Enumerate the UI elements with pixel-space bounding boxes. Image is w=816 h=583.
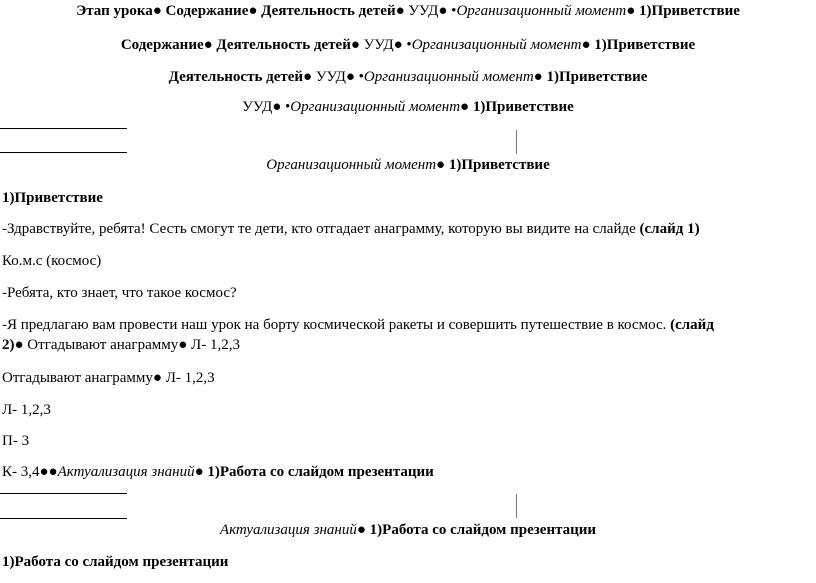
slide-ref: (слайд xyxy=(670,317,714,333)
paragraph-rest: ● Отгадывают анаграмму● Л- 1,2,3 xyxy=(14,337,240,353)
slide-ref: (слайд 1) xyxy=(639,221,700,237)
anagram-text: Ко.м.с (космос) xyxy=(2,253,102,269)
question-line xyxy=(2,284,237,302)
separator-rule xyxy=(0,493,127,494)
heading-greeting xyxy=(2,189,103,207)
p-text: П- 3 xyxy=(2,433,30,449)
header-bold-end: ● 1)Приветствие xyxy=(581,37,696,53)
header-italic: Организационный момент xyxy=(363,69,534,85)
slide-ref-cont: 2) xyxy=(2,337,15,353)
header-line-2 xyxy=(0,36,816,54)
header-bold-end: ● 1)Приветствие xyxy=(626,3,740,19)
section-italic: Организационный момент xyxy=(266,157,437,173)
header-plain: УУД● • xyxy=(408,3,457,19)
k-italic: Актуализация знаний xyxy=(57,464,195,480)
separator-rule xyxy=(0,152,127,153)
paragraph-trip-cont xyxy=(2,336,240,354)
separator-rule xyxy=(0,518,127,519)
p-line xyxy=(2,432,29,450)
guess-text: Отгадывают анаграмму● Л- 1,2,3 xyxy=(2,370,215,386)
header-bold-end: ● 1)Приветствие xyxy=(533,69,648,85)
paragraph-trip xyxy=(2,316,714,334)
heading-text: 1)Приветствие xyxy=(2,190,103,206)
question-text: -Ребята, кто знает, что такое космос? xyxy=(2,285,237,301)
header-plain: УУД● • xyxy=(242,99,291,115)
header-line-4 xyxy=(0,98,816,116)
header-line-3 xyxy=(0,68,816,86)
l-line xyxy=(2,401,51,419)
header-line-1 xyxy=(0,2,816,20)
k-text: К- 3,4●● xyxy=(2,464,58,480)
anagram-line xyxy=(2,252,101,270)
l-text: Л- 1,2,3 xyxy=(2,402,51,418)
paragraph-greeting xyxy=(2,220,700,238)
header-bold: Этап урока● Содержание● Деятельность детей● xyxy=(76,3,409,19)
section-title-1 xyxy=(0,156,816,174)
separator-rule xyxy=(0,128,127,129)
header-bold: Содержание● Деятельность детей● xyxy=(120,37,364,53)
header-bold-end: ● 1)Приветствие xyxy=(460,99,574,115)
header-bold: Деятельность детей● xyxy=(168,69,316,85)
section-bold: ● 1)Работа со слайдом презентации xyxy=(356,522,597,538)
header-plain: УУД● • xyxy=(315,69,364,85)
vertical-marker xyxy=(516,494,517,518)
section-bold: ● 1)Приветствие xyxy=(436,157,550,173)
paragraph-text: -Я предлагаю вам провести наш урок на борту космической ракеты и совершить путешествие в космос. xyxy=(2,317,671,333)
k-line xyxy=(2,463,434,481)
vertical-marker xyxy=(516,130,517,154)
heading-text: 1)Работа со слайдом презентации xyxy=(2,554,229,570)
section-italic: Актуализация знаний xyxy=(219,522,357,538)
k-bold: ● 1)Работа со слайдом презентации xyxy=(194,464,434,480)
heading-slide-work xyxy=(2,553,228,571)
header-italic: Организационный момент xyxy=(290,99,461,115)
header-italic: Организационный момент xyxy=(456,3,627,19)
header-italic: Организационный момент xyxy=(411,37,582,53)
header-plain: УУД● • xyxy=(363,37,412,53)
section-title-2 xyxy=(0,521,816,539)
guess-line xyxy=(2,369,215,387)
paragraph-text: -Здравствуйте, ребята! Сесть смогут те дети, кто отгадает анаграмму, которую вы видите на слайде xyxy=(2,221,640,237)
